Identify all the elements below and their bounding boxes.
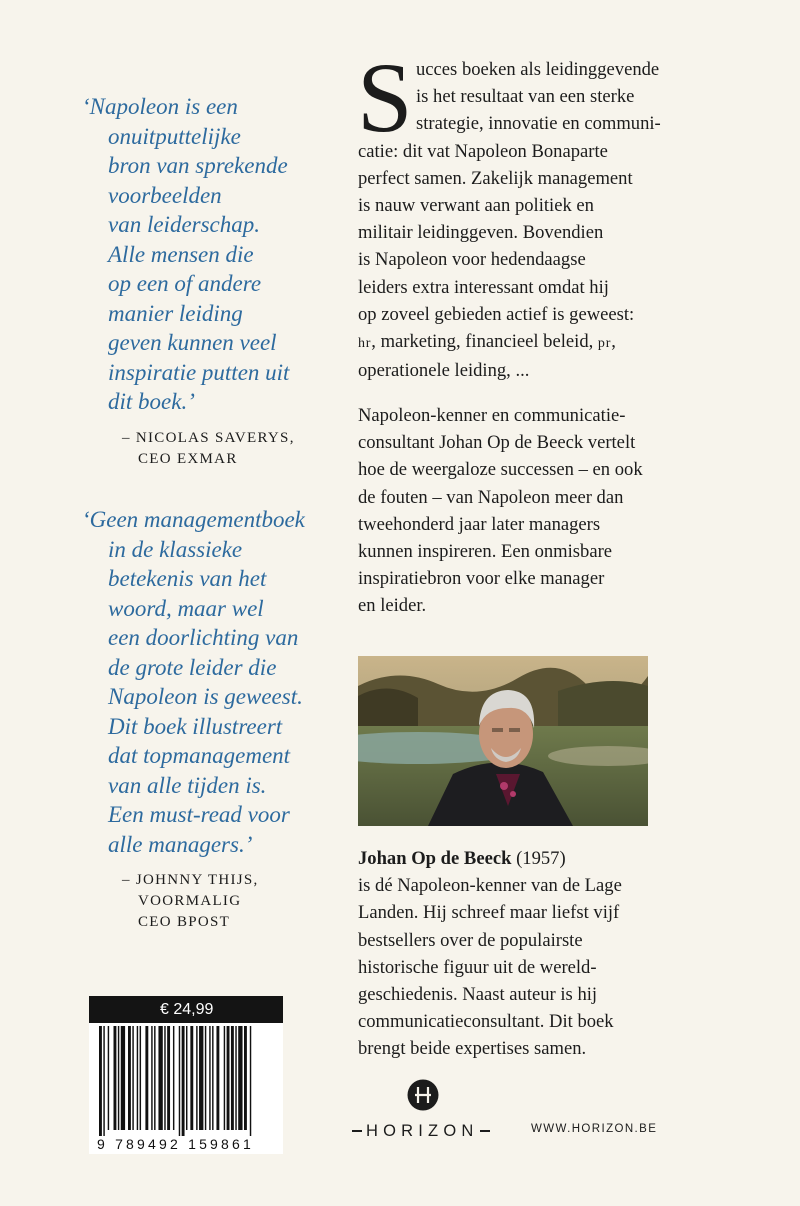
barcode-bar bbox=[103, 1026, 104, 1136]
text-line: Napoleon-kenner en communicatie- bbox=[358, 405, 626, 426]
barcode-bar bbox=[140, 1026, 141, 1130]
barcode-bar bbox=[235, 1026, 236, 1130]
isbn-number: 9 789492 159861 bbox=[97, 1136, 254, 1152]
text-line: en leider. bbox=[358, 595, 427, 617]
barcode-bar bbox=[250, 1026, 251, 1136]
publisher-logo bbox=[352, 1121, 490, 1141]
quote-line: ‘Geen managementboek bbox=[82, 507, 305, 532]
barcode-bar bbox=[205, 1026, 206, 1130]
quote-line: ‘Napoleon is een bbox=[82, 94, 238, 119]
quote-line: bron van sprekende bbox=[108, 153, 288, 178]
quote-line: woord, maar wel bbox=[108, 595, 264, 621]
barcode-bar bbox=[216, 1026, 219, 1130]
barcode-bar bbox=[99, 1026, 102, 1136]
barcode-bar bbox=[238, 1026, 242, 1130]
publisher-website: WWW.HORIZON.BE bbox=[531, 1123, 658, 1135]
barcode-bar bbox=[151, 1026, 152, 1130]
logo-rule-left bbox=[352, 1130, 362, 1132]
quote-line: in de klassieke bbox=[108, 536, 243, 562]
barcode bbox=[89, 996, 283, 1154]
quote-line: Napoleon is geweest. bbox=[108, 684, 303, 709]
author-photo bbox=[358, 656, 648, 826]
text-line: Landen. Hij schreef maar liefst vijf bbox=[358, 902, 620, 924]
quote-line: van leiderschap. bbox=[108, 212, 261, 237]
quote-line: alle managers.’ bbox=[108, 831, 253, 857]
barcode-bar bbox=[173, 1026, 174, 1130]
text-line: is nauw verwant aan politiek en bbox=[358, 195, 594, 217]
text-line: historische figuur uit de wereld- bbox=[358, 956, 597, 978]
text-line: kunnen inspireren. Een onmisbare bbox=[358, 541, 613, 563]
quote-line: inspiratie putten uit bbox=[108, 359, 290, 385]
quote-line: onuitputtelijke bbox=[108, 123, 241, 149]
quote-line: Alle mensen die bbox=[108, 241, 254, 267]
text-line: strategie, innovatie en communi- bbox=[416, 113, 661, 135]
pr-abbrev: pr bbox=[597, 336, 612, 352]
attribution-line: CEO BPOST bbox=[138, 914, 231, 930]
price-label: € 24,99 bbox=[89, 996, 283, 1023]
text-line: is Napoleon voor hedendaagse bbox=[358, 249, 586, 271]
quote-1 bbox=[82, 92, 322, 417]
drop-cap: S bbox=[357, 42, 413, 153]
quote-line: voorbeelden bbox=[108, 182, 222, 208]
text-line: consultant Johan Op de Beeck vertelt bbox=[358, 432, 636, 454]
attribution-line: – NICOLAS SAVERYS, bbox=[122, 430, 295, 446]
quote-line: geven kunnen veel bbox=[108, 330, 277, 355]
text-line: de fouten – van Napoleon meer dan bbox=[358, 486, 624, 508]
quote-line: Een must-read voor bbox=[108, 802, 290, 827]
quote-1-attribution bbox=[122, 428, 295, 470]
text-fragment: , marketing, financieel beleid, bbox=[371, 331, 598, 353]
text-line: tweehonderd jaar later managers bbox=[358, 513, 601, 535]
author-year: (1957) bbox=[516, 848, 566, 869]
barcode-bar bbox=[182, 1026, 185, 1136]
text-line: is het resultaat van een sterke bbox=[416, 86, 635, 108]
author-name: Johan Op de Beeck bbox=[358, 848, 512, 869]
barcode-bar bbox=[179, 1026, 180, 1136]
text-line: catie: dit vat Napoleon Bonaparte bbox=[358, 140, 608, 162]
horizon-h-logo-icon bbox=[407, 1079, 439, 1111]
author-portrait-image bbox=[358, 656, 648, 826]
author-heading bbox=[358, 845, 718, 872]
hr-abbrev: hr bbox=[358, 336, 372, 352]
barcode-bar bbox=[121, 1026, 125, 1130]
barcode-bar bbox=[118, 1026, 119, 1130]
quote-line: dit boek.’ bbox=[108, 389, 195, 414]
barcode-bar bbox=[108, 1026, 109, 1130]
quote-line: Dit boek illustreert bbox=[108, 713, 283, 739]
text-line: ucces boeken als leidinggevende bbox=[416, 59, 660, 80]
text-fragment: , bbox=[611, 331, 616, 353]
quote-line: dat topmanagement bbox=[108, 743, 291, 768]
text-line: is dé Napoleon-kenner van de Lage bbox=[358, 875, 622, 897]
text-line: leiders extra interessant omdat hij bbox=[358, 276, 609, 298]
barcode-bar bbox=[164, 1026, 165, 1130]
attribution-line: VOORMALIG bbox=[138, 893, 242, 909]
quote-line: een doorlichting van bbox=[108, 625, 299, 650]
barcode-bar bbox=[244, 1026, 247, 1130]
barcode-bar bbox=[224, 1026, 225, 1130]
barcode-bar bbox=[212, 1026, 213, 1130]
attribution-line: – JOHNNY THIJS, bbox=[122, 872, 259, 888]
quote-2-attribution bbox=[122, 870, 259, 933]
publisher-name: HORIZON bbox=[366, 1121, 479, 1140]
text-line: geschiedenis. Naast auteur is hij bbox=[358, 984, 598, 1006]
attribution-line: CEO EXMAR bbox=[138, 451, 238, 467]
quote-line: de grote leider die bbox=[108, 654, 277, 680]
blurb-paragraph-2 bbox=[358, 402, 718, 620]
text-line: hoe de weergaloze successen – en ook bbox=[358, 459, 643, 481]
text-line: perfect samen. Zakelijk management bbox=[358, 167, 633, 189]
barcode-bar bbox=[154, 1026, 155, 1130]
logo-rule-right bbox=[480, 1130, 490, 1132]
text-line: communicatieconsultant. Dit boek bbox=[358, 1011, 614, 1033]
barcode-bar bbox=[186, 1026, 187, 1130]
text-line: op zoveel gebieden actief is geweest: bbox=[358, 303, 635, 325]
barcode-bar bbox=[196, 1026, 197, 1130]
quote-line: manier leiding bbox=[108, 300, 243, 326]
quote-2 bbox=[82, 505, 322, 859]
text-line: operationele leiding, ... bbox=[358, 360, 530, 382]
barcode-bar bbox=[209, 1026, 210, 1130]
quote-line: op een of andere bbox=[108, 271, 262, 296]
text-line: inspiratiebron voor elke manager bbox=[358, 568, 605, 590]
barcode-bar bbox=[137, 1026, 138, 1130]
text-line: militair leidinggeven. Bovendien bbox=[358, 222, 604, 244]
barcode-bar bbox=[114, 1026, 117, 1130]
barcode-bar bbox=[190, 1026, 193, 1130]
barcode-bar bbox=[199, 1026, 203, 1130]
text-line: brengt beide expertises samen. bbox=[358, 1038, 587, 1060]
barcode-bar bbox=[167, 1026, 170, 1130]
barcode-bar bbox=[132, 1026, 133, 1130]
quote-line: van alle tijden is. bbox=[108, 772, 267, 798]
barcode-bar bbox=[128, 1026, 131, 1130]
barcode-bar bbox=[145, 1026, 148, 1130]
author-bio bbox=[358, 845, 718, 1063]
barcode-bar bbox=[231, 1026, 234, 1130]
text-line bbox=[358, 328, 718, 357]
text-line: bestsellers over de populairste bbox=[358, 929, 583, 951]
barcode-box bbox=[89, 996, 283, 1154]
blurb-paragraph-1 bbox=[358, 56, 718, 384]
barcode-bar bbox=[227, 1026, 230, 1130]
quote-line: betekenis van het bbox=[108, 566, 267, 591]
barcode-bar bbox=[158, 1026, 162, 1130]
